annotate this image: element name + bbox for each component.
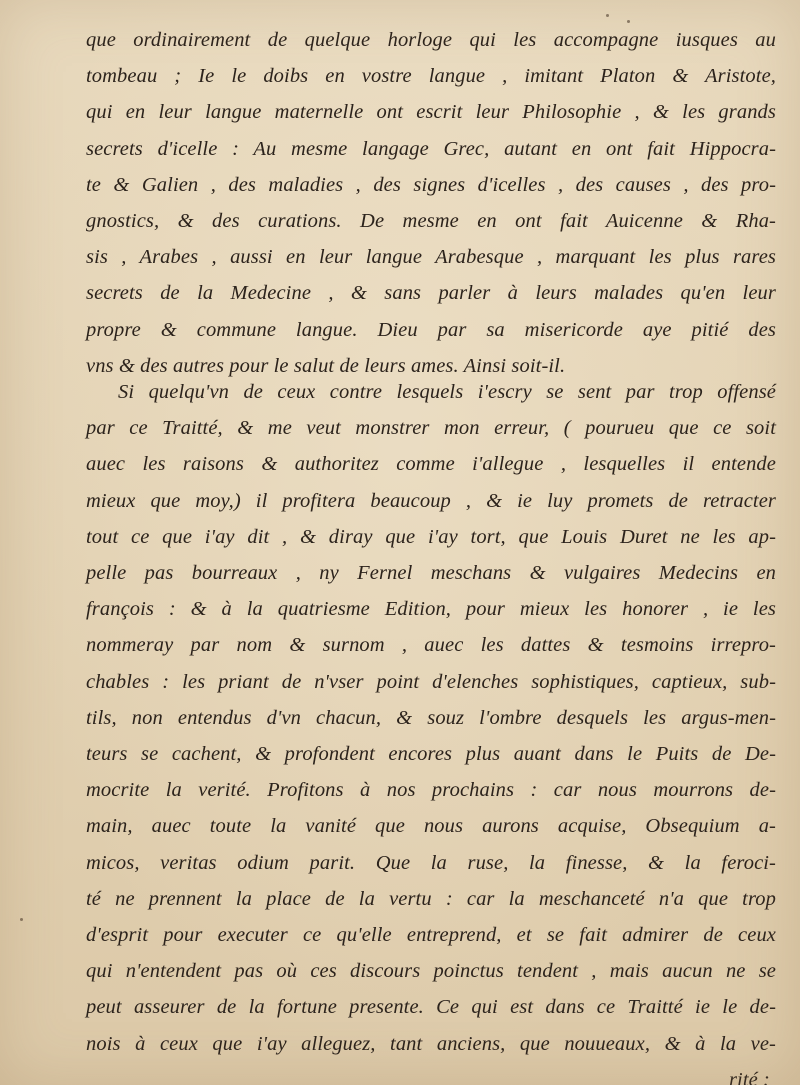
text-line: auec les raisons & authoritez comme i'allegue , lesquelles il entende <box>86 453 776 476</box>
text-line: vns & des autres pour le salut de leurs ames. Ainsi soit-il. <box>86 354 566 377</box>
text-line: secrets d'icelle : Au mesme langage Grec, autant en ont fait Hippocra- <box>86 137 776 160</box>
text-line: tout ce que i'ay dit , & diray que i'ay tort, que Louis Duret ne les ap- <box>86 525 776 548</box>
ink-speck <box>606 14 609 17</box>
text-line: sis , Arabes , aussi en leur langue Arabesque , marquant les plus rares <box>86 246 776 269</box>
text-line: tombeau ; Ie le doibs en vostre langue , imitant Platon & Aristote, <box>86 65 776 88</box>
text-line: nois à ceux que i'ay alleguez, tant anciens, que nouueaux, & à la ve- <box>86 1032 776 1055</box>
text-line: gnostics, & des curations. De mesme en ont fait Auicenne & Rha- <box>86 210 776 233</box>
text-line: te & Galien , des maladies , des signes d'icelles , des causes , des pro- <box>86 173 776 196</box>
text-line: secrets de la Medecine , & sans parler à leurs malades qu'en leur <box>86 282 776 305</box>
text-line: main, auec toute la vanité que nous aurons acquise, Obsequium a- <box>86 815 776 838</box>
text-line: Si quelqu'vn de ceux contre lesquels i'escry se sent par trop offensé <box>118 381 776 403</box>
text-line: par ce Traitté, & me veut monstrer mon erreur, ( pourueu que ce soit <box>86 417 776 440</box>
ink-speck <box>627 20 630 23</box>
text-line: qui n'entendent pas où ces discours poinctus tendent , mais aucun ne se <box>86 960 776 983</box>
text-line: teurs se cachent, & profondent encores plus auant dans le Puits de De- <box>86 743 776 766</box>
text-line: chables : les priant de n'vser point d'elenches sophistiques, captieux, sub- <box>86 670 776 693</box>
text-line: qui en leur langue maternelle ont escrit leur Philosophie , & les grands <box>86 101 776 124</box>
paragraph-2 <box>86 374 776 1085</box>
text-line: mieux que moy,) il profitera beaucoup , & ie luy promets de retracter <box>86 489 776 512</box>
text-line: nommeray par nom & surnom , auec les dattes & tesmoins irrepro- <box>86 634 776 657</box>
text-line: propre & commune langue. Dieu par sa misericorde aye pitié des <box>86 318 776 341</box>
text-line: té ne prennent la place de la vertu : car la meschanceté n'a que trop <box>86 887 776 910</box>
text-line: d'esprit pour executer ce qu'elle entreprend, et se fait admirer de ceux <box>86 924 776 947</box>
paragraph-1 <box>86 22 776 384</box>
text-line: tils, non entendus d'vn chacun, & souz l'ombre desquels les argus-men- <box>86 706 776 729</box>
text-line: pelle pas bourreaux , ny Fernel meschans & vulgaires Medecins en <box>86 562 776 585</box>
text-line: françois : & à la quatriesme Edition, pour mieux les honorer , ie les <box>86 598 776 621</box>
text-line: peut asseurer de la fortune presente. Ce qui est dans ce Traitté ie le de- <box>86 996 776 1019</box>
ink-speck <box>20 918 23 921</box>
catchword: rité : <box>728 1068 770 1085</box>
text-line: mocrite la verité. Profitons à nos prochains : car nous mourrons de- <box>86 779 776 802</box>
text-line: que ordinairement de quelque horloge qui les accompagne iusques au <box>86 29 776 51</box>
text-line: micos, veritas odium parit. Que la ruse, la finesse, & la feroci- <box>86 851 776 874</box>
